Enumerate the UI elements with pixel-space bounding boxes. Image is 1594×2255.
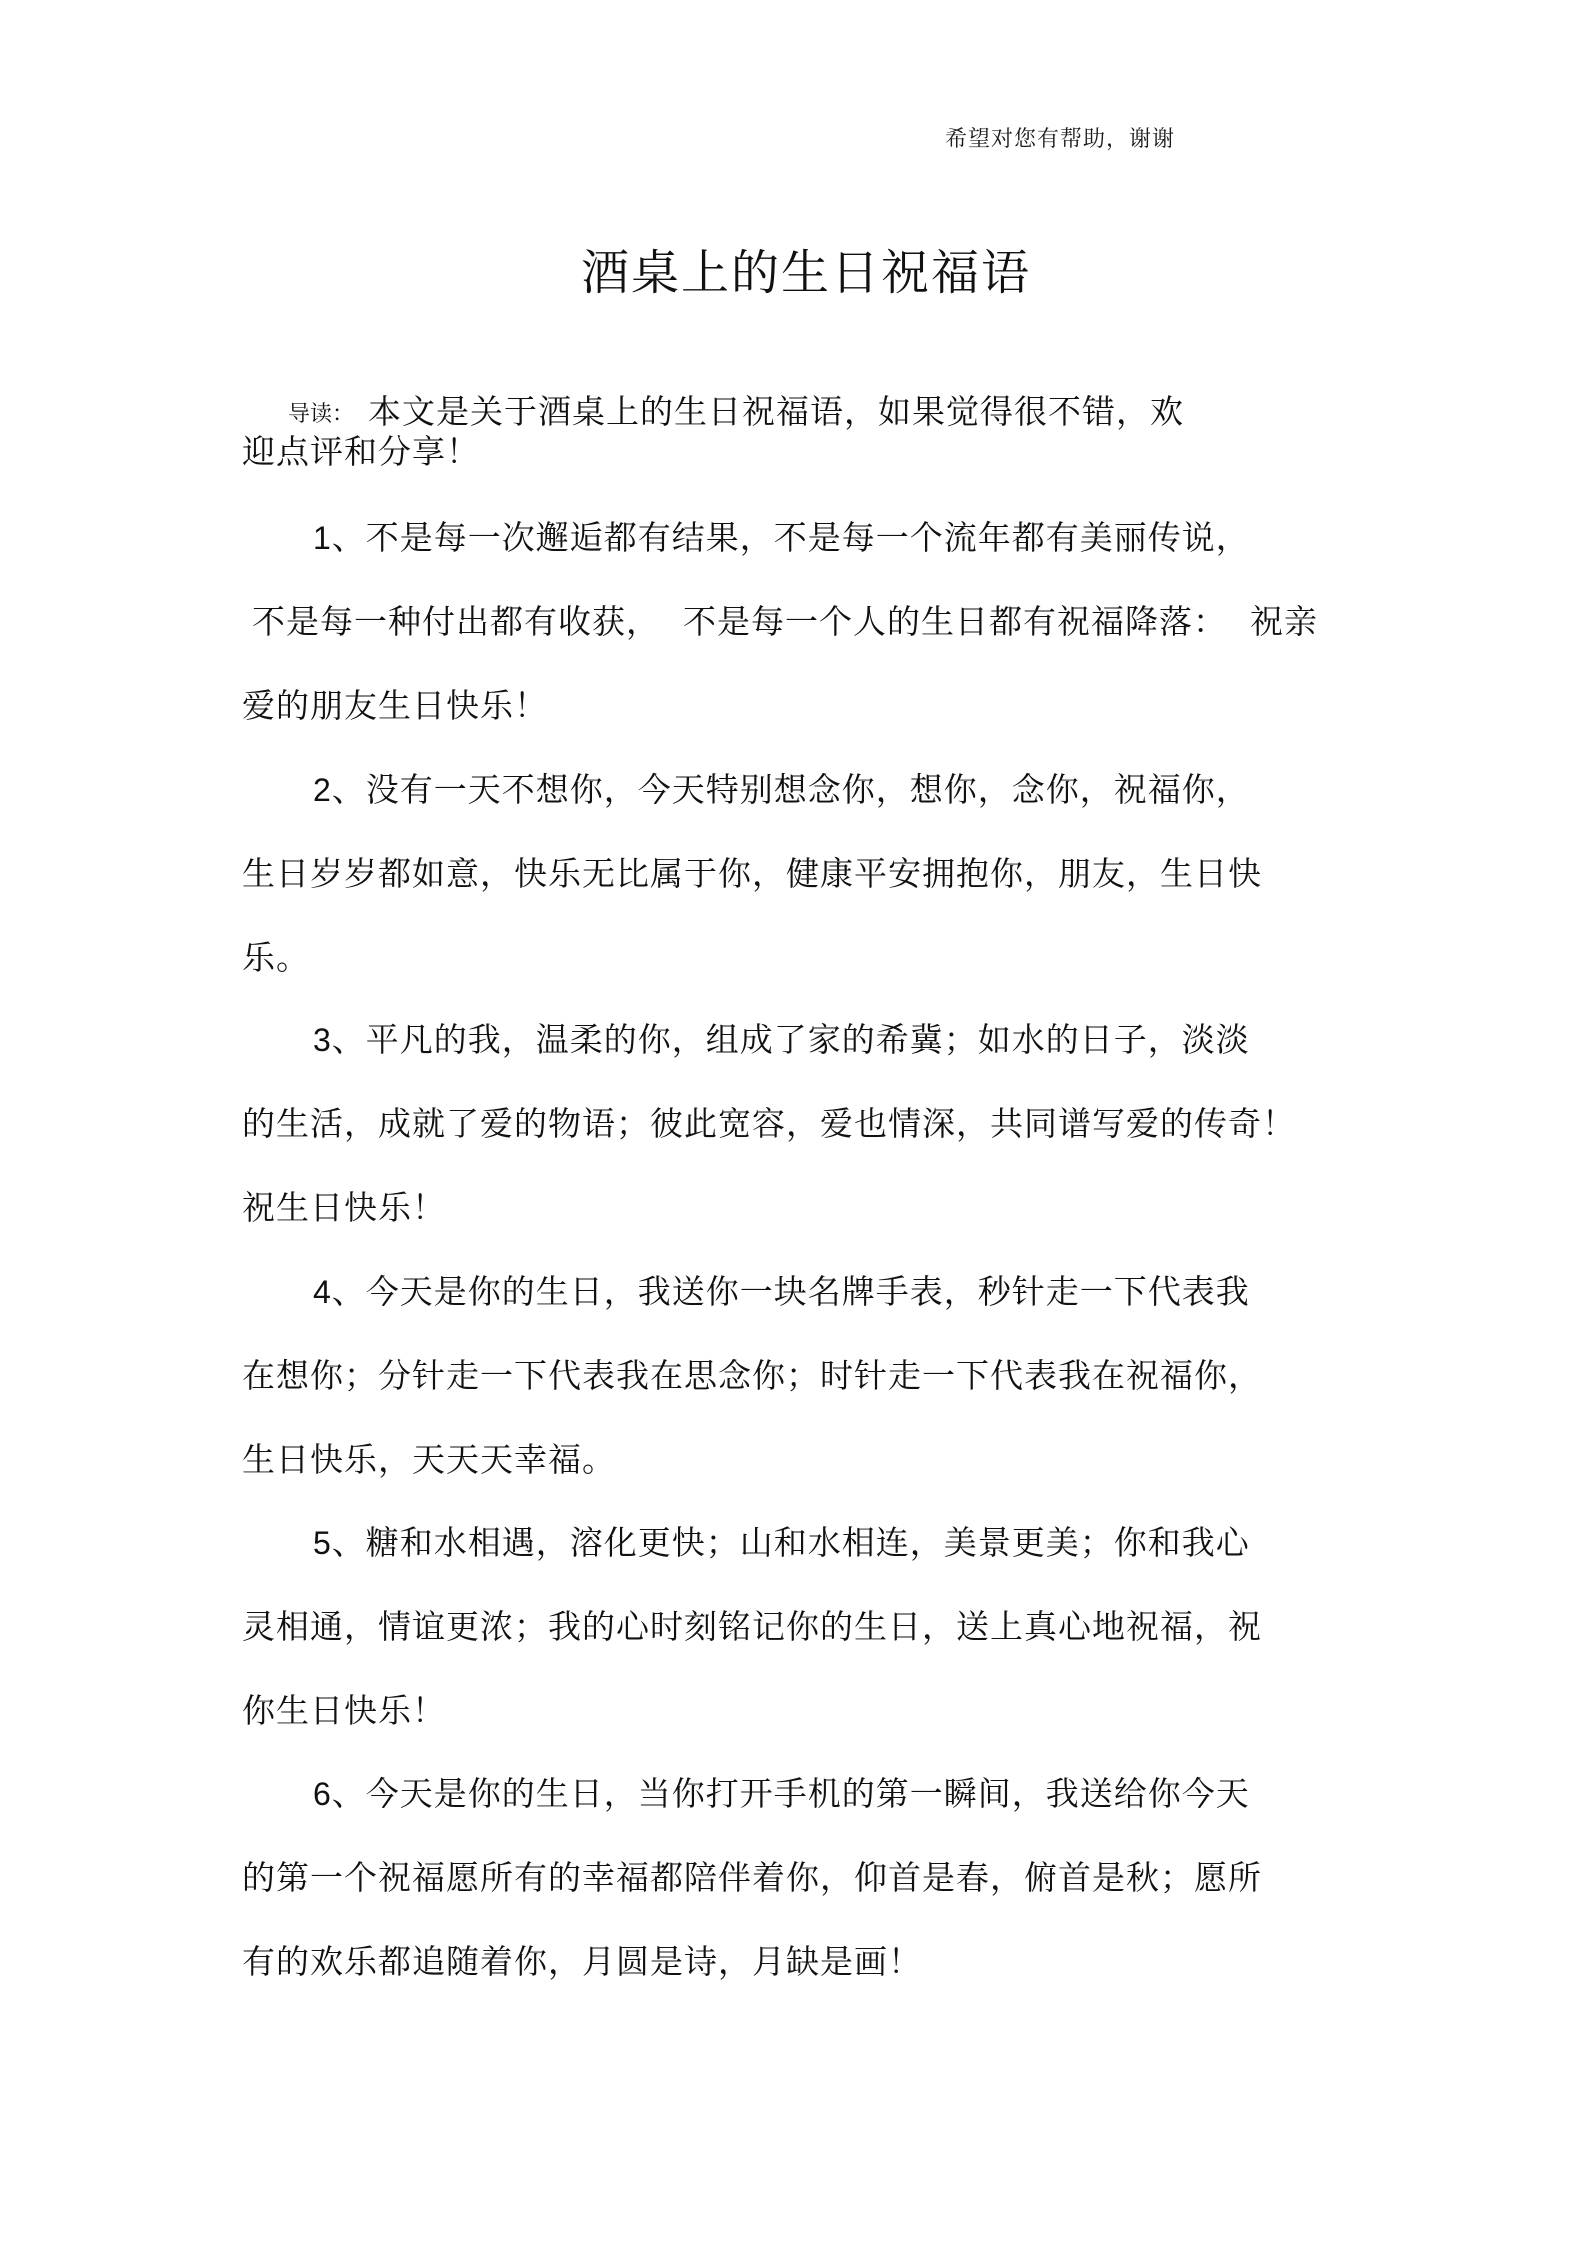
intro-text-1: 本文是关于酒桌上的生日祝福语，如果觉得很不错，欢 (367, 392, 1184, 431)
item-number: 1 (313, 520, 332, 556)
intro-line-2: 迎点评和分享！ (242, 432, 480, 471)
item-number: 6 (313, 1776, 332, 1812)
item-number: 4 (313, 1274, 332, 1310)
item-6-line-3: 有的欢乐都追随着你，月圆是诗，月缺是画！ (242, 1942, 922, 1981)
item-number: 3 (313, 1022, 332, 1058)
item-4-line-3: 生日快乐，天天天幸福。 (242, 1440, 616, 1479)
item-1-line-2: 不是每一种付出都有收获， 不是每一个人的生日都有祝福降落： 祝亲 (252, 602, 1318, 641)
intro-label: 导读： (287, 402, 354, 427)
item-1-line-1: 1、不是每一次邂逅都有结果，不是每一个流年都有美丽传说， (313, 518, 1250, 557)
item-6-line-2: 的第一个祝福愿所有的幸福都陪伴着你，仰首是春，俯首是秋；愿所 (242, 1858, 1262, 1897)
item-3-line-3: 祝生日快乐！ (242, 1188, 446, 1227)
item-number: 5 (313, 1525, 332, 1561)
item-5-line-3: 你生日快乐！ (242, 1691, 446, 1730)
item-3-line-1: 3、平凡的我，温柔的你，组成了家的希冀；如水的日子，淡淡 (313, 1020, 1250, 1059)
item-5-line-2: 灵相通，情谊更浓；我的心时刻铭记你的生日，送上真心地祝福，祝 (242, 1607, 1262, 1646)
item-2-line-3: 乐。 (242, 938, 310, 977)
item-3-line-2: 的生活，成就了爱的物语；彼此宽容，爱也情深，共同谱写爱的传奇！ (242, 1104, 1296, 1143)
item-5-line-1: 5、糖和水相遇，溶化更快；山和水相连，美景更美；你和我心 (313, 1523, 1250, 1562)
item-2-line-2: 生日岁岁都如意，快乐无比属于你，健康平安拥抱你，朋友，生日快 (242, 854, 1262, 893)
item-4-line-2: 在想你；分针走一下代表我在思念你；时针走一下代表我在祝福你， (242, 1356, 1262, 1395)
item-4-line-1: 4、今天是你的生日，我送你一块名牌手表，秒针走一下代表我 (313, 1272, 1250, 1311)
item-1-line-3: 爱的朋友生日快乐！ (242, 686, 548, 725)
page-title: 酒桌上的生日祝福语 (580, 245, 1031, 301)
header-note: 希望对您有帮助，谢谢 (945, 127, 1176, 152)
item-6-line-1: 6、今天是你的生日，当你打开手机的第一瞬间，我送给你今天 (313, 1774, 1250, 1813)
item-2-line-1: 2、没有一天不想你，今天特别想念你，想你，念你，祝福你， (313, 770, 1250, 809)
item-number: 2 (313, 772, 332, 808)
